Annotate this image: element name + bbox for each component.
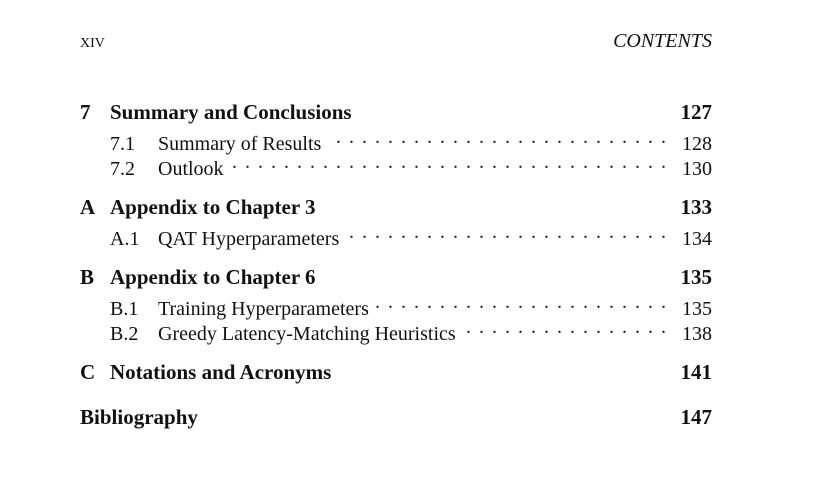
page-number: xiv: [80, 30, 105, 52]
dot-leader: [230, 150, 666, 175]
chapter-title: Appendix to Chapter 3: [110, 195, 316, 219]
section-title: Summary of Results: [158, 133, 322, 155]
toc-chapter: [80, 264, 712, 345]
section-title: Greedy Latency-Matching Heuristics: [158, 323, 456, 345]
chapter-number: 7: [80, 100, 91, 124]
toc-chapter-entry[interactable]: [80, 99, 712, 125]
toc-chapter-entry[interactable]: [80, 359, 712, 385]
dot-leader: [345, 220, 666, 245]
chapter-page: 133: [680, 195, 712, 219]
chapter-page: 147: [680, 405, 712, 429]
section-title: Training Hyperparameters: [158, 298, 369, 320]
running-head: CONTENTS: [613, 30, 712, 52]
section-page: 130: [682, 158, 712, 180]
toc-section-entry[interactable]: [80, 125, 712, 155]
chapter-number: A: [80, 195, 96, 219]
chapter-page: 135: [680, 265, 712, 289]
chapter-page: 141: [680, 360, 712, 384]
section-number: 7.2: [110, 158, 135, 180]
toc-chapter-entry[interactable]: [80, 194, 712, 220]
toc-section-entry[interactable]: [80, 290, 712, 320]
section-title: Outlook: [158, 158, 224, 180]
toc-chapter-entry[interactable]: [80, 404, 712, 430]
dot-leader: [375, 290, 666, 315]
chapter-number: C: [80, 360, 96, 384]
section-page: 134: [682, 228, 712, 250]
page-header: [80, 30, 712, 53]
chapter-page: 127: [680, 100, 712, 124]
chapter-title: Appendix to Chapter 6: [110, 265, 316, 289]
chapter-title: Bibliography: [80, 405, 198, 429]
toc-chapter-entry[interactable]: [80, 264, 712, 290]
dot-leader: [462, 315, 666, 340]
section-page: 128: [682, 133, 712, 155]
toc-chapter: [80, 359, 712, 385]
section-number: 7.1: [110, 133, 135, 155]
toc-chapter: [80, 404, 712, 430]
section-page: 138: [682, 323, 712, 345]
section-title: QAT Hyperparameters: [158, 228, 340, 250]
section-number: A.1: [110, 228, 140, 250]
chapter-number: B: [80, 265, 95, 289]
chapter-title: Summary and Conclusions: [110, 100, 352, 124]
section-number: B.2: [110, 323, 139, 345]
toc-section-entry[interactable]: [80, 220, 712, 250]
toc-chapter: [80, 99, 712, 180]
dot-leader: [327, 125, 666, 150]
toc-chapter: [80, 194, 712, 250]
table-of-contents: [80, 99, 712, 449]
chapter-title: Notations and Acronyms: [110, 360, 332, 384]
section-number: B.1: [110, 298, 139, 320]
section-page: 135: [682, 298, 712, 320]
